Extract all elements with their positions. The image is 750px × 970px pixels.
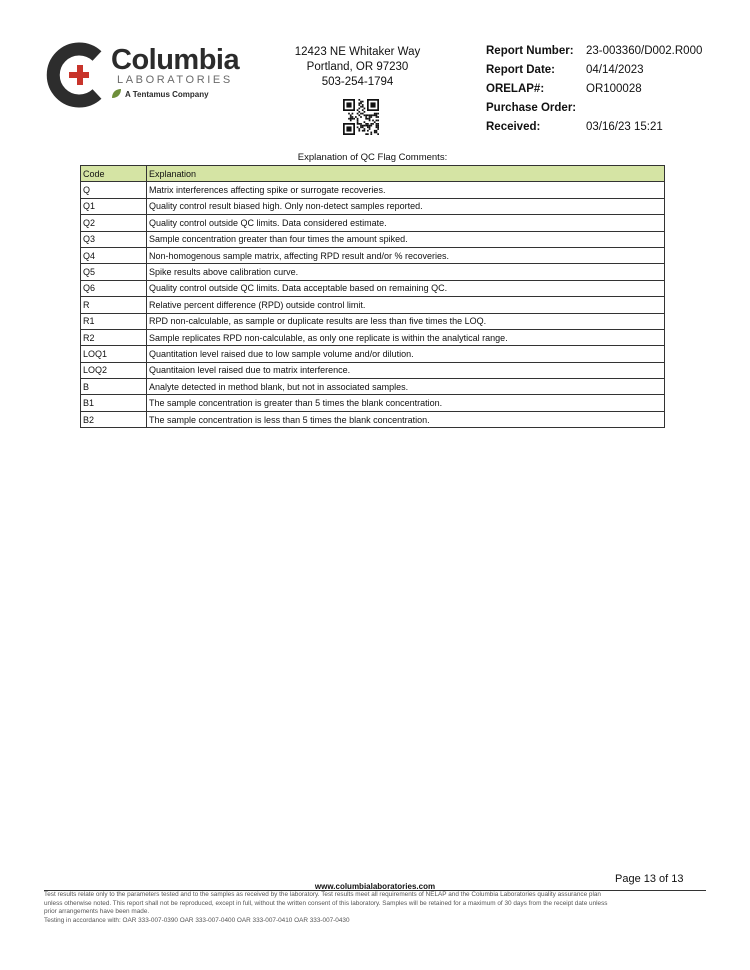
disclaimer-line-1: Test results relate only to the parameters tested and to the samples as received by the laboratory. Test results meet all requirements of NELAP and the Columbia Laboratories quality assurance plan bbox=[44, 891, 601, 898]
brand-name: Columbia bbox=[111, 44, 240, 76]
orelap-label: ORELAP#: bbox=[486, 83, 545, 95]
explanation-column-header: Explanation bbox=[147, 166, 665, 182]
qc-code-cell: B1 bbox=[81, 395, 147, 411]
qc-explanation-cell: The sample concentration is less than 5 times the blank concentration. bbox=[147, 411, 665, 427]
lab-address bbox=[280, 45, 435, 90]
table-row bbox=[81, 411, 665, 427]
address-line-1: 12423 NE Whitaker Way bbox=[294, 46, 421, 58]
report-number-value: 23-003360/D002.R000 bbox=[586, 45, 703, 57]
qc-code-cell: Q5 bbox=[81, 264, 147, 280]
brand-tagline-text: A Tentamus Company bbox=[125, 90, 209, 99]
qc-explanation-cell: RPD non-calculable, as sample or duplicate results are less than five times the LOQ. bbox=[147, 313, 665, 329]
brand-subtitle: LABORATORIES bbox=[117, 74, 233, 86]
qc-code-cell: Q bbox=[81, 182, 147, 198]
report-number-label: Report Number: bbox=[486, 45, 574, 57]
website-url: www.columbialaboratories.com bbox=[314, 882, 436, 891]
qc-code-cell: R bbox=[81, 297, 147, 313]
table-row bbox=[81, 297, 665, 313]
qc-code-cell: B bbox=[81, 379, 147, 395]
table-row bbox=[81, 280, 665, 296]
tentamus-leaf-icon bbox=[111, 88, 122, 99]
table-row bbox=[81, 182, 665, 198]
qc-code-cell: LOQ2 bbox=[81, 362, 147, 378]
qc-code-cell: Q2 bbox=[81, 215, 147, 231]
report-date-label: Report Date: bbox=[486, 64, 556, 76]
code-column-header: Code bbox=[81, 166, 147, 182]
table-row bbox=[81, 215, 665, 231]
brand-tagline bbox=[125, 90, 209, 99]
qc-code-cell: Q4 bbox=[81, 247, 147, 263]
page-number: Page 13 of 13 bbox=[615, 873, 684, 885]
table-header-row bbox=[81, 166, 665, 182]
qc-code-cell: R1 bbox=[81, 313, 147, 329]
address-line-3: 503-254-1794 bbox=[321, 76, 394, 88]
qc-explanation-cell: Quality control result biased high. Only non-detect samples reported. bbox=[147, 198, 665, 214]
table-row bbox=[81, 395, 665, 411]
qr-code-icon bbox=[343, 99, 379, 135]
qc-explanation-cell: Quality control outside QC limits. Data acceptable based on remaining QC. bbox=[147, 280, 665, 296]
received-value: 03/16/23 15:21 bbox=[586, 121, 663, 133]
table-row bbox=[81, 329, 665, 345]
qc-explanation-cell: Non-homogenous sample matrix, affecting RPD result and/or % recoveries. bbox=[147, 247, 665, 263]
footer-disclaimer bbox=[44, 891, 706, 925]
address-line-2: Portland, OR 97230 bbox=[306, 61, 409, 73]
table-row bbox=[81, 198, 665, 214]
qc-explanation-cell: Relative percent difference (RPD) outside control limit. bbox=[147, 297, 665, 313]
table-row bbox=[81, 231, 665, 247]
report-date-value: 04/14/2023 bbox=[586, 64, 644, 76]
qc-code-cell: Q1 bbox=[81, 198, 147, 214]
table-row bbox=[81, 264, 665, 280]
qc-explanation-cell: Quantitaion level raised due to matrix interference. bbox=[147, 362, 665, 378]
qc-explanation-cell: Quantitation level raised due to low sample volume and/or dilution. bbox=[147, 346, 665, 362]
table-row bbox=[81, 346, 665, 362]
qc-code-cell: Q3 bbox=[81, 231, 147, 247]
table-row bbox=[81, 379, 665, 395]
qc-code-cell: LOQ1 bbox=[81, 346, 147, 362]
disclaimer-line-3: prior arrangements have been made. bbox=[44, 908, 150, 916]
qc-table-caption: Explanation of QC Flag Comments: bbox=[297, 152, 448, 163]
qc-explanation-cell: The sample concentration is greater than 5 times the blank concentration. bbox=[147, 395, 665, 411]
qc-explanation-cell: Sample concentration greater than four times the amount spiked. bbox=[147, 231, 665, 247]
qc-explanation-cell: Spike results above calibration curve. bbox=[147, 264, 665, 280]
disclaimer-line-4: Testing in accordance with: OAR 333-007-0390 OAR 333-007-0400 OAR 333-007-0410 OAR 333-007-0430 bbox=[44, 916, 350, 924]
qc-flag-table bbox=[80, 165, 665, 428]
disclaimer-line-2: unless otherwise noted. This report shall not be reproduced, except in full, without the written consent of this laboratory. Samples will be retained for a maximum of 30 days from the receipt date unless bbox=[44, 899, 608, 907]
columbia-logo-mark-icon bbox=[45, 42, 111, 108]
orelap-value: OR100028 bbox=[586, 83, 642, 95]
table-row bbox=[81, 313, 665, 329]
qc-code-cell: R2 bbox=[81, 329, 147, 345]
qc-explanation-cell: Quality control outside QC limits. Data considered estimate. bbox=[147, 215, 665, 231]
company-logo bbox=[45, 42, 245, 110]
qc-explanation-cell: Analyte detected in method blank, but not in associated samples. bbox=[147, 379, 665, 395]
qc-table-body bbox=[81, 182, 665, 428]
received-label: Received: bbox=[486, 121, 541, 133]
qc-explanation-cell: Matrix interferences affecting spike or surrogate recoveries. bbox=[147, 182, 665, 198]
qc-explanation-cell: Sample replicates RPD non-calculable, as only one replicate is within the analytical range. bbox=[147, 329, 665, 345]
qc-code-cell: Q6 bbox=[81, 280, 147, 296]
qc-code-cell: B2 bbox=[81, 411, 147, 427]
table-row bbox=[81, 247, 665, 263]
purchase-order-label: Purchase Order: bbox=[486, 102, 577, 114]
table-row bbox=[81, 362, 665, 378]
